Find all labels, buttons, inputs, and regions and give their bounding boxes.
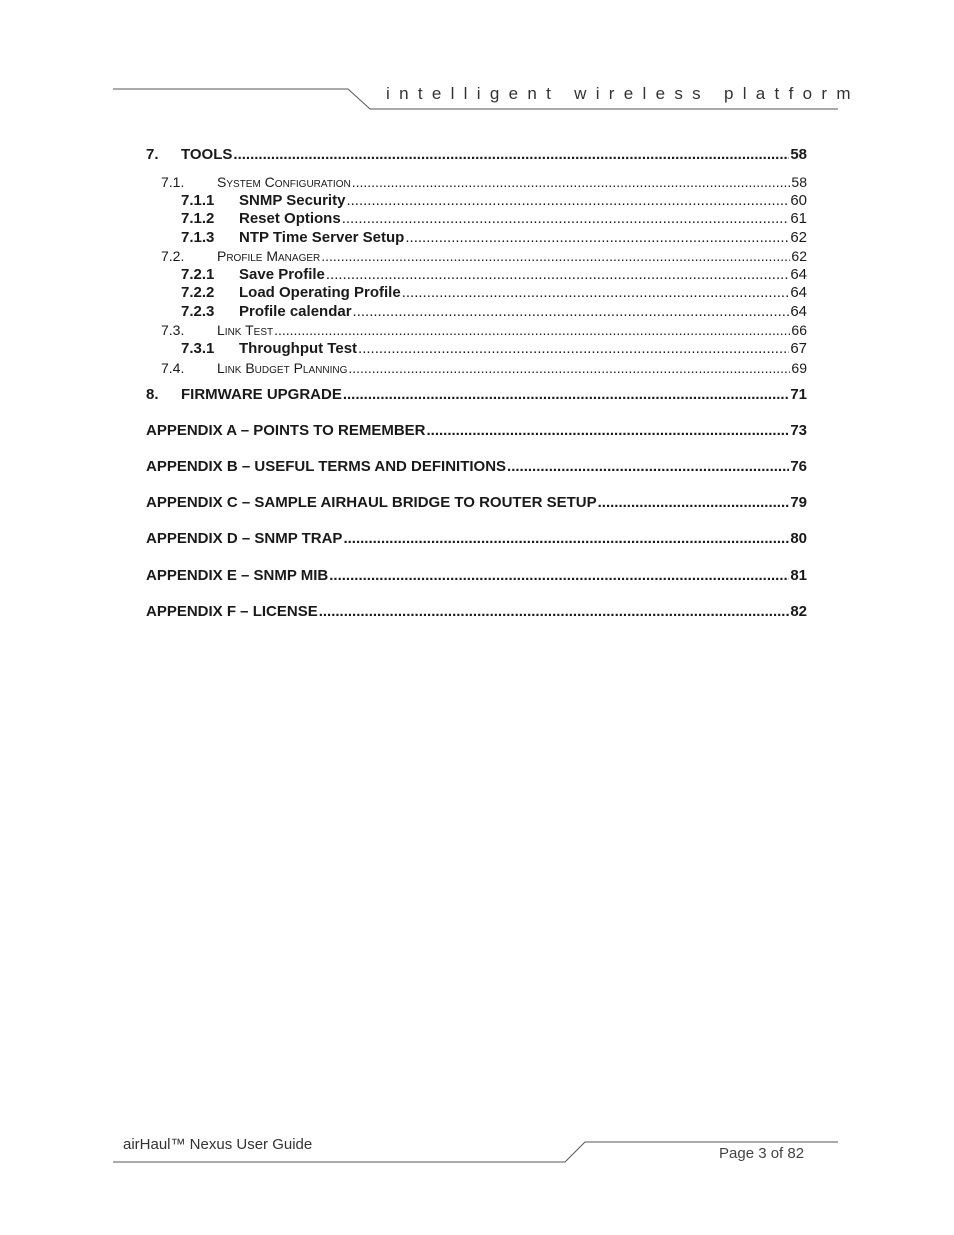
toc-dot-leader bbox=[352, 173, 791, 191]
toc-entry-page: 60 bbox=[790, 192, 807, 209]
toc-entry-title: FIRMWARE UPGRADE bbox=[181, 386, 342, 403]
toc-entry-page: 64 bbox=[790, 303, 807, 320]
toc-entry-page: 76 bbox=[790, 458, 807, 475]
toc-entry-title: APPENDIX B – USEFUL TERMS AND DEFINITIONS bbox=[146, 458, 507, 475]
toc-entry-number: 7.1.1 bbox=[181, 192, 215, 209]
toc-dot-leader bbox=[402, 284, 790, 302]
toc-dot-leader bbox=[326, 266, 789, 284]
toc-dot-leader bbox=[405, 229, 789, 247]
toc-entry-link-budget-planning[interactable] bbox=[146, 359, 807, 377]
toc-dot-leader bbox=[274, 321, 790, 339]
toc-entry-title: System Configuration bbox=[217, 174, 351, 190]
toc-entry-profile-calendar[interactable] bbox=[146, 303, 807, 321]
toc-dot-leader bbox=[233, 146, 789, 164]
toc-entry-title: APPENDIX C – SAMPLE AIRHAUL BRIDGE TO ROUTER SETUP bbox=[146, 494, 597, 511]
toc-entry-profile-manager[interactable] bbox=[146, 247, 807, 265]
toc-entry-system-configuration[interactable] bbox=[146, 173, 807, 191]
toc-dot-leader bbox=[346, 192, 789, 210]
toc-entry-page: 71 bbox=[790, 386, 807, 403]
toc-entry-title: Save Profile bbox=[239, 266, 325, 283]
toc-entry-number: 7.4. bbox=[161, 360, 185, 376]
toc-entry-page: 79 bbox=[790, 494, 807, 511]
toc-dot-leader bbox=[343, 386, 789, 404]
toc-entry-reset-options[interactable] bbox=[146, 210, 807, 228]
toc-entry-page: 67 bbox=[790, 340, 807, 357]
toc-entry-number: 7.3.1 bbox=[181, 340, 215, 357]
toc-entry-save-profile[interactable] bbox=[146, 266, 807, 284]
toc-entry-number: 7.2.2 bbox=[181, 284, 215, 301]
header-tagline: intelligent wireless platform bbox=[386, 84, 860, 103]
toc-entry-number: 7.2. bbox=[161, 248, 185, 264]
toc-entry-number: 7.1.3 bbox=[181, 229, 215, 246]
toc-entry-title: Profile Manager bbox=[217, 248, 321, 264]
toc-dot-leader bbox=[343, 530, 789, 548]
toc-entry-page: 64 bbox=[790, 266, 807, 283]
toc-entry-number: 7.2.1 bbox=[181, 266, 215, 283]
toc-entry-page: 81 bbox=[790, 567, 807, 584]
footer-page-number: Page 3 of 82 bbox=[719, 1145, 805, 1162]
toc-dot-leader bbox=[329, 567, 789, 585]
toc-entry-page: 73 bbox=[790, 422, 807, 439]
toc-entry-page: 69 bbox=[791, 360, 807, 376]
toc-entry-title: Reset Options bbox=[239, 210, 341, 227]
toc-entry-title: SNMP Security bbox=[239, 192, 346, 209]
toc-entry-load-operating-profile[interactable] bbox=[146, 284, 807, 302]
toc-entry-appendix-b[interactable] bbox=[146, 458, 807, 476]
toc-entry-page: 80 bbox=[790, 530, 807, 547]
toc-entry-page: 82 bbox=[790, 603, 807, 620]
toc-entry-appendix-e[interactable] bbox=[146, 567, 807, 585]
toc-entry-page: 64 bbox=[790, 284, 807, 301]
toc-entry-page: 61 bbox=[790, 210, 807, 227]
toc-entry-snmp-security[interactable] bbox=[146, 192, 807, 210]
toc-entry-title: TOOLS bbox=[181, 146, 233, 163]
toc-entry-link-test[interactable] bbox=[146, 321, 807, 339]
toc-entry-appendix-a[interactable] bbox=[146, 422, 807, 440]
toc-entry-tools[interactable] bbox=[146, 146, 807, 164]
toc-entry-number: 7.3. bbox=[161, 322, 185, 338]
toc-entry-number: 7. bbox=[146, 146, 159, 163]
toc-entry-throughput-test[interactable] bbox=[146, 340, 807, 358]
toc-entry-title: Profile calendar bbox=[239, 303, 352, 320]
toc-dot-leader bbox=[348, 359, 790, 377]
toc-entry-number: 7.1. bbox=[161, 174, 185, 190]
toc-entry-appendix-c[interactable] bbox=[146, 494, 807, 512]
toc-entry-title: Link Budget Planning bbox=[217, 360, 348, 376]
toc-dot-leader bbox=[358, 340, 789, 358]
toc-entry-page: 62 bbox=[790, 229, 807, 246]
toc-dot-leader bbox=[319, 603, 790, 621]
toc-dot-leader bbox=[507, 458, 789, 476]
toc-entry-number: 7.1.2 bbox=[181, 210, 215, 227]
toc-entry-title: NTP Time Server Setup bbox=[239, 229, 405, 246]
toc-entry-number: 7.2.3 bbox=[181, 303, 215, 320]
toc-dot-leader bbox=[353, 303, 790, 321]
toc-entry-appendix-f[interactable] bbox=[146, 603, 807, 621]
toc-entry-title: Throughput Test bbox=[239, 340, 358, 357]
toc-dot-leader bbox=[427, 422, 790, 440]
toc-dot-leader bbox=[342, 210, 790, 228]
toc-entry-page: 62 bbox=[791, 248, 807, 264]
toc-entry-title: APPENDIX E – SNMP MIB bbox=[146, 567, 329, 584]
toc-entry-firmware-upgrade[interactable] bbox=[146, 386, 807, 404]
toc-entry-page: 58 bbox=[790, 146, 807, 163]
toc-entry-appendix-d[interactable] bbox=[146, 530, 807, 548]
toc-entry-number: 8. bbox=[146, 386, 159, 403]
toc-entry-title: APPENDIX D – SNMP TRAP bbox=[146, 530, 343, 547]
toc-dot-leader bbox=[598, 494, 790, 512]
toc-entry-ntp-time-server-setup[interactable] bbox=[146, 229, 807, 247]
toc-entry-title: Link Test bbox=[217, 322, 274, 338]
footer-document-title: airHaul™ Nexus User Guide bbox=[123, 1136, 313, 1153]
toc-entry-title: Load Operating Profile bbox=[239, 284, 401, 301]
toc-entry-page: 66 bbox=[791, 322, 807, 338]
toc-entry-title: APPENDIX A – POINTS TO REMEMBER bbox=[146, 422, 426, 439]
toc-entry-title: APPENDIX F – LICENSE bbox=[146, 603, 318, 620]
toc-entry-page: 58 bbox=[791, 174, 807, 190]
toc-dot-leader bbox=[321, 247, 790, 265]
